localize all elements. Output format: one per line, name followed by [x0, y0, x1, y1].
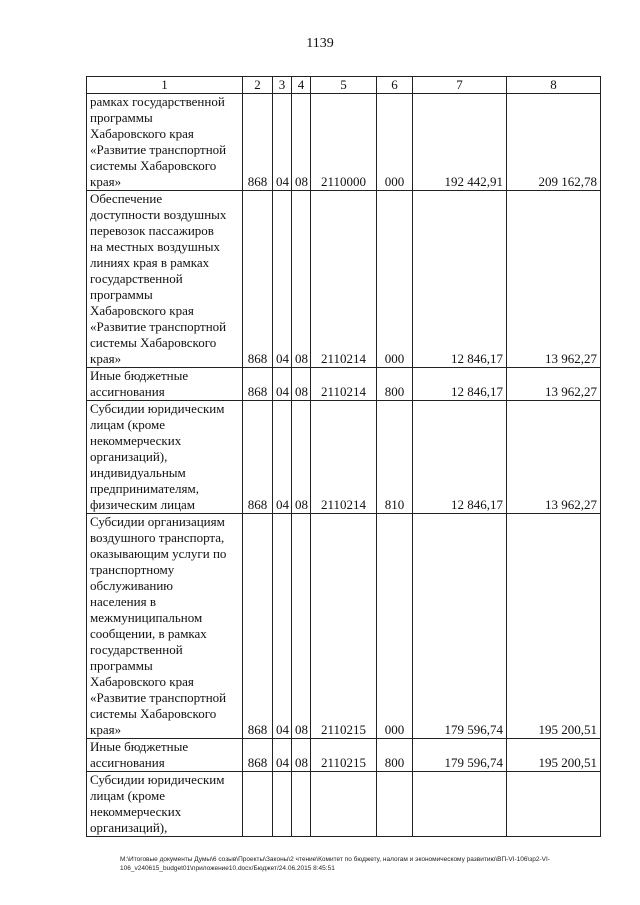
description-line: доступности воздушных	[90, 207, 227, 222]
table-row	[87, 772, 601, 837]
description-line: Иные бюджетные	[90, 739, 189, 754]
row-description	[87, 368, 243, 401]
target-article-cell: 2110214	[311, 368, 377, 401]
column-header: 2	[243, 77, 273, 94]
description-line: программы	[90, 658, 153, 673]
subsection-code-cell: 08	[292, 401, 311, 514]
description-line: края»	[90, 351, 122, 366]
admin-code-cell: 868	[243, 368, 273, 401]
description-line: предпринимателям,	[90, 481, 199, 496]
description-line: организаций),	[90, 449, 168, 464]
description-line: ассигнования	[90, 755, 165, 770]
subsection-code-cell: 08	[292, 368, 311, 401]
description-line: лицам (кроме	[90, 417, 166, 432]
table-row	[87, 191, 601, 368]
description-line: системы Хабаровского	[90, 335, 217, 350]
table-row	[87, 401, 601, 514]
amount-2017-cell: 195 200,51	[507, 514, 601, 739]
column-header: 6	[377, 77, 413, 94]
section-code-cell: 04	[273, 191, 292, 368]
expense-type-cell: 000	[377, 191, 413, 368]
description-line: ассигнования	[90, 384, 165, 399]
target-article-cell: 2110215	[311, 739, 377, 772]
description-line: перевозок пассажиров	[90, 223, 214, 238]
table-header-row	[87, 77, 601, 94]
description-line: на местных воздушных	[90, 239, 220, 254]
subsection-code-cell: 08	[292, 191, 311, 368]
column-header: 3	[273, 77, 292, 94]
admin-code-cell: 868	[243, 514, 273, 739]
description-line: программы	[90, 110, 153, 125]
amount-2016-cell	[413, 772, 507, 837]
description-line: некоммерческих	[90, 804, 182, 819]
description-line: сообщении, в рамках	[90, 626, 207, 641]
table-row	[87, 94, 601, 191]
amount-2017-cell: 13 962,27	[507, 368, 601, 401]
subsection-code-cell: 08	[292, 94, 311, 191]
target-article-cell: 2110214	[311, 401, 377, 514]
amount-2017-cell: 209 162,78	[507, 94, 601, 191]
column-header: 7	[413, 77, 507, 94]
amount-2016-cell: 179 596,74	[413, 739, 507, 772]
description-line: Иные бюджетные	[90, 368, 189, 383]
description-line: Субсидии организациям	[90, 514, 225, 529]
description-line: края»	[90, 174, 122, 189]
row-description	[87, 772, 243, 837]
amount-2017-cell: 195 200,51	[507, 739, 601, 772]
description-line: населения в	[90, 594, 156, 609]
target-article-cell: 2110000	[311, 94, 377, 191]
expense-type-cell: 800	[377, 368, 413, 401]
description-line: Субсидии юридическим	[90, 401, 225, 416]
description-line: организаций),	[90, 820, 168, 835]
description-line: Хабаровского края	[90, 674, 194, 689]
description-line: Субсидии юридическим	[90, 772, 225, 787]
amount-2016-cell: 12 846,17	[413, 191, 507, 368]
description-line: некоммерческих	[90, 433, 182, 448]
description-line: линиях края в рамках	[90, 255, 210, 270]
description-line: государственной	[90, 271, 183, 286]
target-article-cell	[311, 772, 377, 837]
description-line: «Развитие транспортной	[90, 690, 227, 705]
description-line: Хабаровского края	[90, 303, 194, 318]
footer-line: M:\Итоговые документы Думы\6 созыв\Проекты\Законы\2 чтение\Комитет по бюджету, налогам и экономическому развитию\ВП-VI-106\зр2-VI-	[120, 856, 550, 863]
target-article-cell: 2110215	[311, 514, 377, 739]
subsection-code-cell: 08	[292, 739, 311, 772]
column-header: 1	[87, 77, 243, 94]
admin-code-cell: 868	[243, 191, 273, 368]
expense-type-cell: 000	[377, 94, 413, 191]
description-line: «Развитие транспортной	[90, 319, 227, 334]
description-line: Хабаровского края	[90, 126, 194, 141]
description-line: воздушного транспорта,	[90, 530, 225, 545]
row-description	[87, 191, 243, 368]
description-line: края»	[90, 722, 122, 737]
column-header: 8	[507, 77, 601, 94]
expense-type-cell: 810	[377, 401, 413, 514]
column-header: 4	[292, 77, 311, 94]
description-line: рамках государственной	[90, 94, 225, 109]
description-line: программы	[90, 287, 153, 302]
section-code-cell: 04	[273, 94, 292, 191]
subsection-code-cell	[292, 772, 311, 837]
admin-code-cell	[243, 772, 273, 837]
amount-2016-cell: 192 442,91	[413, 94, 507, 191]
amount-2016-cell: 179 596,74	[413, 514, 507, 739]
table-row	[87, 368, 601, 401]
description-line: системы Хабаровского	[90, 158, 217, 173]
description-line: оказывающим услуги по	[90, 546, 227, 561]
table-row	[87, 739, 601, 772]
description-line: государственной	[90, 642, 183, 657]
description-line: «Развитие транспортной	[90, 142, 227, 157]
admin-code-cell: 868	[243, 401, 273, 514]
section-code-cell: 04	[273, 739, 292, 772]
description-line: физическим лицам	[90, 497, 196, 512]
expense-type-cell: 000	[377, 514, 413, 739]
expense-type-cell	[377, 772, 413, 837]
table-row	[87, 514, 601, 739]
admin-code-cell: 868	[243, 94, 273, 191]
description-line: транспортному	[90, 562, 175, 577]
page-number: 1139	[306, 36, 334, 51]
section-code-cell: 04	[273, 514, 292, 739]
target-article-cell: 2110214	[311, 191, 377, 368]
description-line: обслуживанию	[90, 578, 174, 593]
admin-code-cell: 868	[243, 739, 273, 772]
row-description	[87, 739, 243, 772]
section-code-cell	[273, 772, 292, 837]
description-line: межмуниципальном	[90, 610, 203, 625]
amount-2016-cell: 12 846,17	[413, 401, 507, 514]
description-line: индивидуальным	[90, 465, 186, 480]
row-description	[87, 94, 243, 191]
row-description	[87, 514, 243, 739]
amount-2017-cell	[507, 772, 601, 837]
expense-type-cell: 800	[377, 739, 413, 772]
budget-table	[86, 76, 601, 837]
amount-2017-cell: 13 962,27	[507, 401, 601, 514]
subsection-code-cell: 08	[292, 514, 311, 739]
section-code-cell: 04	[273, 368, 292, 401]
footer-line: 106_v240615_budget01\приложение10.docx/Бюджет/24.06.2015 8:45:51	[120, 865, 335, 872]
column-header: 5	[311, 77, 377, 94]
description-line: системы Хабаровского	[90, 706, 217, 721]
row-description	[87, 401, 243, 514]
amount-2016-cell: 12 846,17	[413, 368, 507, 401]
description-line: лицам (кроме	[90, 788, 166, 803]
file-path-footer	[120, 855, 615, 873]
section-code-cell: 04	[273, 401, 292, 514]
amount-2017-cell: 13 962,27	[507, 191, 601, 368]
description-line: Обеспечение	[90, 191, 163, 206]
